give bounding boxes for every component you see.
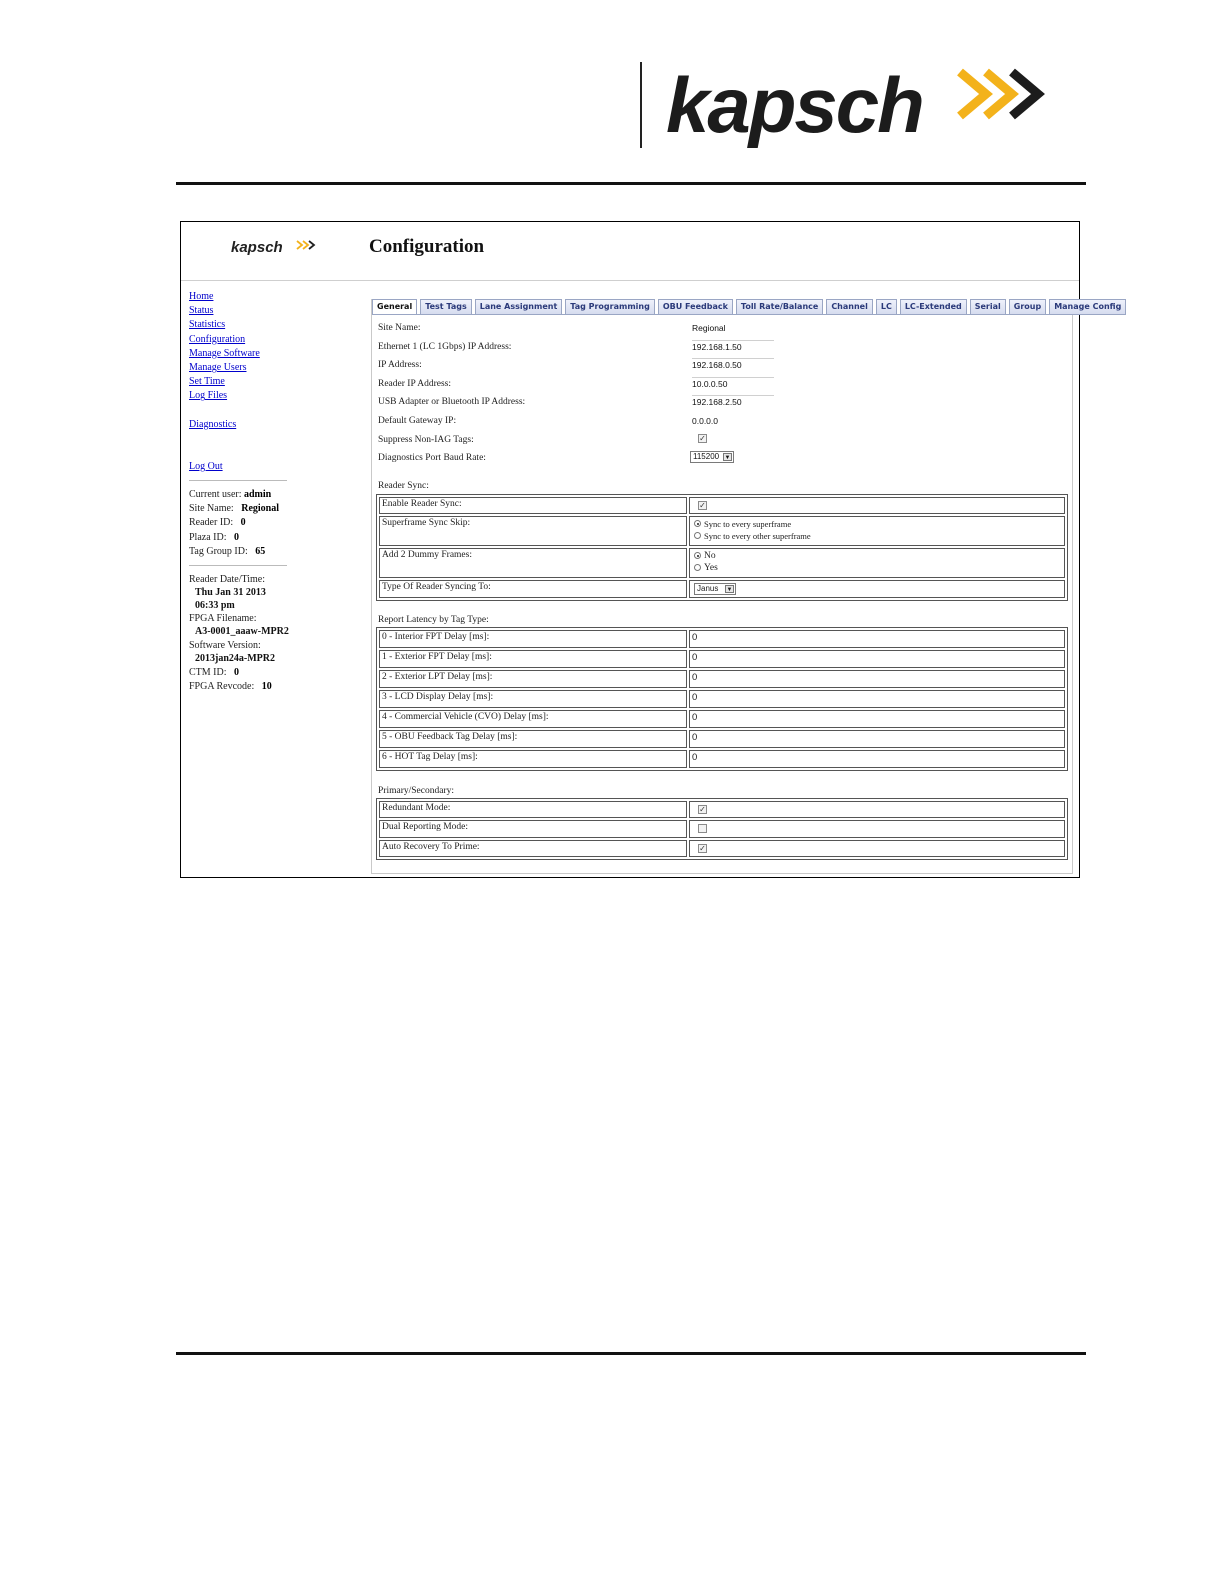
baud-rate-label: Diagnostics Port Baud Rate:	[378, 453, 486, 463]
eth1-ip-label: Ethernet 1 (LC 1Gbps) IP Address:	[378, 342, 512, 352]
chevron-down-icon[interactable]: ▼	[724, 455, 731, 461]
latency-table	[376, 627, 1068, 771]
nav-spacer	[189, 404, 354, 418]
tab-lc[interactable]: LC	[876, 299, 897, 315]
nav-log-files-link[interactable]: Log Files	[189, 390, 228, 402]
kapsch-logo	[664, 58, 1074, 148]
current-user-value: admin	[244, 489, 272, 501]
baud-rate-value: 115200	[693, 452, 720, 461]
logo-divider	[640, 62, 642, 148]
latency-input[interactable]: 0	[689, 750, 1065, 768]
doc-logo-text: kapsch	[666, 61, 923, 148]
dummy-frames-label: Add 2 Dummy Frames:	[379, 548, 687, 578]
table-row	[379, 650, 1065, 668]
radio-unselected[interactable]	[694, 532, 701, 539]
tab-manage-config[interactable]: Manage Config	[1049, 299, 1126, 315]
usb-ip-field[interactable]: 192.168.2.50	[692, 395, 774, 408]
plaza-id-value: 0	[234, 531, 239, 543]
table-row	[379, 840, 1065, 857]
tab-group[interactable]: Group	[1009, 299, 1046, 315]
tab-bar	[372, 299, 1129, 315]
superframe-skip-cell	[689, 516, 1065, 546]
ctm-id-line: CTM ID: 0	[189, 666, 239, 678]
ctm-id-value: 0	[234, 666, 239, 678]
site-name-value: Regional	[241, 503, 279, 515]
fpga-revcode-line: FPGA Revcode: 10	[189, 680, 272, 692]
superframe-skip-label: Superframe Sync Skip:	[379, 516, 687, 546]
table-row	[379, 820, 1065, 838]
tab-lane-assignment[interactable]: Lane Assignment	[475, 299, 563, 315]
latency-input[interactable]: 0	[689, 670, 1065, 688]
nav-divider	[189, 565, 287, 566]
enable-sync-label: Enable Reader Sync:	[379, 497, 687, 514]
reader-datetime-label: Reader Date/Time:	[189, 574, 266, 586]
reader-time-value: 06:33 pm	[195, 599, 235, 611]
table-row	[379, 548, 1065, 578]
nav-divider	[189, 480, 287, 481]
nav-diagnostics-link[interactable]: Diagnostics	[189, 418, 237, 430]
reader-sync-table	[376, 494, 1068, 601]
reader-id-line: Reader ID: 0	[189, 517, 246, 529]
dual-reporting-checkbox[interactable]	[698, 824, 707, 833]
software-version-value: 2013jan24a-MPR2	[195, 653, 275, 665]
site-name-label: Site Name:	[378, 323, 421, 333]
gateway-field[interactable]: 0.0.0.0	[692, 416, 718, 426]
tab-underline	[372, 314, 1072, 315]
dummy-frames-cell	[689, 548, 1065, 578]
header-rule	[176, 182, 1086, 185]
fpga-filename-label: FPGA Filename:	[189, 613, 257, 625]
tab-toll-rate-balance[interactable]: Toll Rate/Balance	[736, 299, 823, 315]
nav-manage-users-link[interactable]: Manage Users	[189, 362, 247, 374]
tab-obu-feedback[interactable]: OBU Feedback	[658, 299, 733, 315]
reader-ip-field[interactable]: 10.0.0.50	[692, 377, 774, 390]
nav-manage-software-link[interactable]: Manage Software	[189, 347, 260, 359]
table-row	[379, 710, 1065, 728]
radio-unselected[interactable]	[694, 564, 701, 571]
latency-label: 0 - Interior FPT Delay [ms]:	[379, 630, 687, 648]
sync-type-label: Type Of Reader Syncing To:	[379, 580, 687, 598]
table-row	[379, 730, 1065, 748]
nav-configuration-link[interactable]: Configuration	[189, 333, 246, 345]
latency-input[interactable]: 0	[689, 650, 1065, 668]
page-title: Configuration	[369, 236, 485, 257]
redundant-mode-cell	[689, 801, 1065, 818]
footer-rule	[176, 1352, 1086, 1355]
plaza-id-line: Plaza ID: 0	[189, 531, 239, 543]
latency-input[interactable]: 0	[689, 730, 1065, 748]
ip-address-label: IP Address:	[378, 360, 422, 370]
sync-every-other-option[interactable]: Sync to every other superframe	[692, 530, 1062, 542]
nav-logout-link[interactable]: Log Out	[189, 460, 223, 472]
reader-ip-label: Reader IP Address:	[378, 379, 451, 389]
auto-recovery-label: Auto Recovery To Prime:	[379, 840, 687, 857]
latency-label: 4 - Commercial Vehicle (CVO) Delay [ms]:	[379, 710, 687, 728]
table-row	[379, 630, 1065, 648]
tab-test-tags[interactable]: Test Tags	[420, 299, 472, 315]
tag-group-line: Tag Group ID: 65	[189, 545, 266, 557]
table-row	[379, 670, 1065, 688]
primary-secondary-table	[376, 798, 1068, 860]
nav-statistics-link[interactable]: Statistics	[189, 319, 226, 331]
web-ui-screenshot	[180, 221, 1122, 878]
table-row	[379, 750, 1065, 768]
auto-recovery-checkbox[interactable]: ✓	[699, 844, 706, 853]
latency-label: 5 - OBU Feedback Tag Delay [ms]:	[379, 730, 687, 748]
reader-date-value: Thu Jan 31 2013	[195, 587, 266, 599]
table-row	[379, 580, 1065, 598]
redundant-mode-label: Redundant Mode:	[379, 801, 687, 818]
config-panel	[371, 299, 1122, 874]
radio-selected[interactable]	[694, 520, 701, 527]
auto-recovery-cell	[689, 840, 1065, 857]
tab-tag-programming[interactable]: Tag Programming	[565, 299, 655, 315]
latency-label: 2 - Exterior LPT Delay [ms]:	[379, 670, 687, 688]
latency-title: Report Latency by Tag Type:	[378, 615, 489, 625]
current-user-line: Current user: admin	[189, 489, 272, 501]
app-logo-text: kapsch	[231, 239, 283, 256]
table-row	[379, 516, 1065, 546]
site-name-field[interactable]: Regional	[692, 323, 726, 333]
nav-status-link[interactable]: Status	[189, 305, 214, 317]
dual-reporting-label: Dual Reporting Mode:	[379, 820, 687, 838]
dummy-no-option[interactable]: No	[692, 550, 1062, 562]
reader-id-value: 0	[240, 517, 246, 529]
table-row	[379, 690, 1065, 708]
latency-input[interactable]: 0	[689, 710, 1065, 728]
reader-sync-title: Reader Sync:	[378, 481, 429, 491]
sync-type-cell	[689, 580, 1065, 598]
ip-address-field[interactable]: 192.168.0.50	[692, 358, 774, 371]
suppress-tags-checkbox[interactable]: ✓	[699, 434, 706, 443]
baud-rate-select[interactable]	[690, 451, 734, 463]
app-logo	[231, 236, 331, 258]
fpga-filename-value: A3-0001_aaaw-MPR2	[195, 626, 289, 638]
tab-lc-extended[interactable]: LC-Extended	[900, 299, 967, 315]
sync-type-value: Janus	[697, 584, 719, 593]
latency-label: 3 - LCD Display Delay [ms]:	[379, 690, 687, 708]
latency-input[interactable]: 0	[689, 690, 1065, 708]
tag-group-value: 65	[255, 545, 266, 557]
table-row	[379, 497, 1065, 514]
latency-label: 1 - Exterior FPT Delay [ms]:	[379, 650, 687, 668]
radio-selected[interactable]	[694, 552, 701, 559]
nav-spacer	[189, 432, 354, 460]
sync-type-select[interactable]	[694, 583, 736, 595]
latency-label: 6 - HOT Tag Delay [ms]:	[379, 750, 687, 768]
left-nav	[189, 290, 354, 694]
redundant-mode-checkbox[interactable]: ✓	[699, 805, 706, 814]
enable-sync-cell	[689, 497, 1065, 514]
chevron-down-icon[interactable]: ▼	[726, 587, 733, 593]
primary-secondary-title: Primary/Secondary:	[378, 786, 454, 796]
dummy-yes-option[interactable]: Yes	[692, 562, 1062, 574]
nav-set-time-link[interactable]: Set Time	[189, 376, 225, 388]
usb-ip-label: USB Adapter or Bluetooth IP Address:	[378, 397, 526, 407]
document-header	[0, 0, 1224, 190]
table-row	[379, 801, 1065, 818]
app-header	[181, 222, 1079, 281]
sync-every-option[interactable]: Sync to every superframe	[692, 518, 1062, 530]
suppress-tags-label: Suppress Non-IAG Tags:	[378, 435, 474, 445]
latency-input[interactable]: 0	[689, 630, 1065, 648]
eth1-ip-field[interactable]: 192.168.1.50	[692, 340, 774, 353]
gateway-label: Default Gateway IP:	[378, 416, 457, 426]
enable-sync-checkbox[interactable]: ✓	[699, 501, 706, 510]
fpga-revcode-value: 10	[261, 680, 272, 692]
tab-channel[interactable]: Channel	[826, 299, 873, 315]
tab-general[interactable]: General	[372, 299, 417, 315]
nav-home-link[interactable]: Home	[189, 291, 214, 302]
dual-reporting-cell	[689, 820, 1065, 838]
software-version-label: Software Version:	[189, 639, 261, 651]
tab-serial[interactable]: Serial	[970, 299, 1006, 315]
site-name-line: Site Name: Regional	[189, 503, 279, 515]
